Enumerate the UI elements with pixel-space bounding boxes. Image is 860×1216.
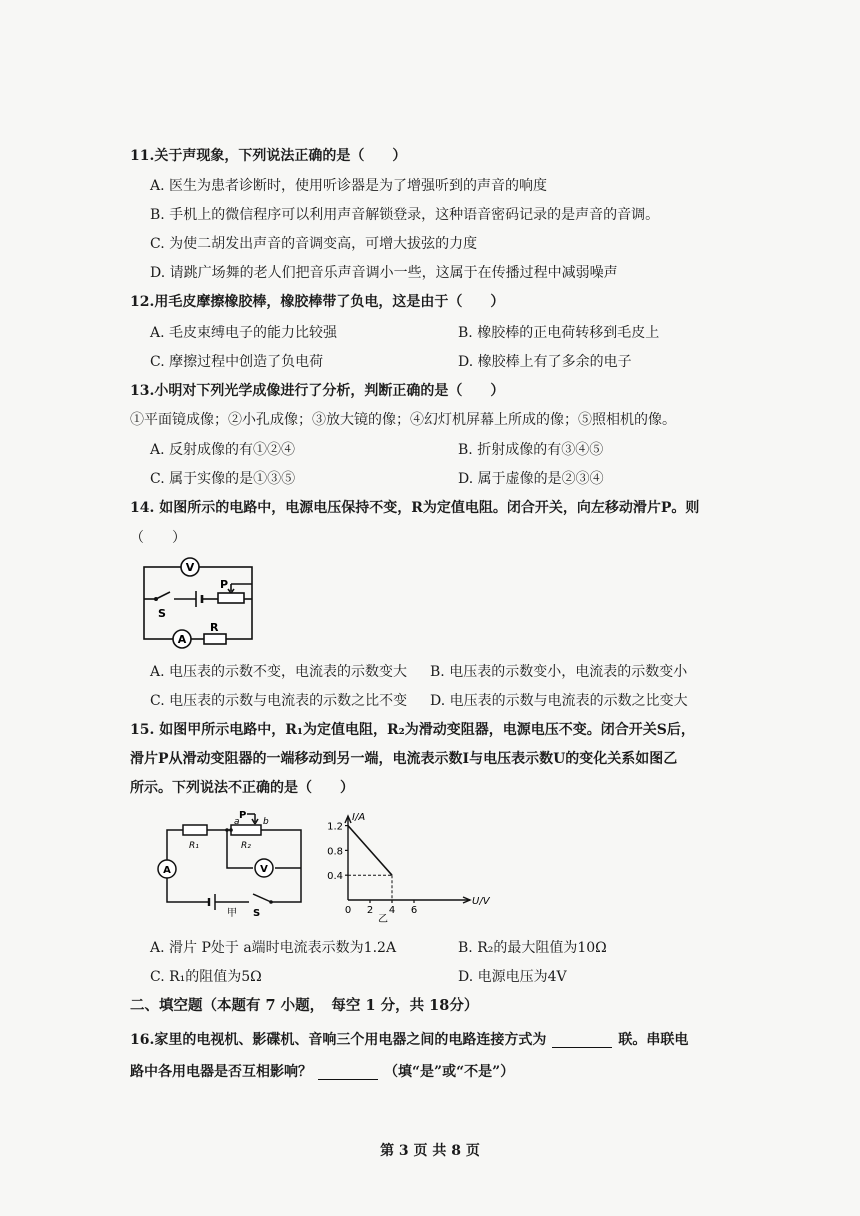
q16-line1 xyxy=(130,1030,688,1050)
q15-stem-line3: 所示。下列说法不正确的是（ ） xyxy=(130,780,354,796)
fig-jia-caption: 甲 xyxy=(227,908,237,919)
q13-items: ①平面镜成像；②小孔成像；③放大镜的像；④幻灯机屏幕上所成的像；⑤照相机的像。 xyxy=(130,412,676,428)
q12-stem: 12.用毛皮摩擦橡胶棒，橡胶棒带了负电，这是由于（ ） xyxy=(130,294,505,310)
q12-option-a: A. 毛皮束缚电子的能力比较强 xyxy=(150,325,338,341)
q15-option-c: C. R₁的阻值为5Ω xyxy=(150,969,262,985)
x-tick-label: 4 xyxy=(388,905,396,916)
q15-option-b: B. R₂的最大阻值为10Ω xyxy=(458,940,607,956)
node-a-label: a xyxy=(234,817,240,827)
q12-option-c: C. 摩擦过程中创造了负电荷 xyxy=(150,354,324,370)
q16-line1-text-b: 联。串联电 xyxy=(618,1032,689,1048)
y-tick-label: 0.4 xyxy=(327,871,343,883)
q13-stem: 13.小明对下列光学成像进行了分析，判断正确的是（ ） xyxy=(130,383,505,399)
ammeter-label-jia: A xyxy=(163,865,171,876)
q13-option-d: D. 属于虚像的是②③④ xyxy=(458,471,604,487)
page-footer: 第 3 页 共 8 页 xyxy=(380,1143,480,1159)
y-tick-label: 0.8 xyxy=(327,846,343,858)
q13-option-c: C. 属于实像的是①③⑤ xyxy=(150,471,296,487)
r2-label: R₂ xyxy=(241,841,251,851)
node-junction xyxy=(225,828,229,832)
q14-circuit-diagram xyxy=(140,555,260,650)
node-b-label: b xyxy=(263,817,269,827)
q15-option-d: D. 电源电压为4V xyxy=(458,969,567,985)
voltmeter-label: V xyxy=(185,561,195,574)
node-a xyxy=(229,828,233,832)
switch-contact-jia xyxy=(269,900,273,904)
q16-line2-text-b: （填“是”或“不是”） xyxy=(384,1064,515,1080)
voltmeter-label-jia: V xyxy=(260,864,268,875)
x-tick-label: 6 xyxy=(410,905,418,916)
x-tick-label: 0 xyxy=(344,905,352,916)
x-axis-label: U/V xyxy=(472,896,490,907)
q15-stem-line1: 15. 如图甲所示电路中，R₁为定值电阻，R₂为滑动变阻器，电源电压不变。闭合开关S后， xyxy=(130,722,695,738)
fig-yi-caption: 乙 xyxy=(378,914,388,925)
slider-p-label: P xyxy=(239,810,247,821)
q14-option-c: C. 电压表的示数与电流表的示数之比不变 xyxy=(150,693,408,709)
q15-graph-yi xyxy=(320,808,500,926)
switch-label: S xyxy=(158,607,166,620)
q14-paren: （ ） xyxy=(130,530,186,546)
q11-option-b: B. 手机上的微信程序可以利用声音解锁登录，这种语音密码记录的是声音的音调。 xyxy=(150,207,660,223)
resistor-label: R xyxy=(210,621,219,634)
q14-option-d: D. 电压表的示数与电流表的示数之比变大 xyxy=(430,693,688,709)
ammeter-label: A xyxy=(177,633,187,646)
q14-stem: 14. 如图所示的电路中，电源电压保持不变，R为定值电阻。闭合开关，向左移动滑片P。则 xyxy=(130,500,700,516)
r1-label: R₁ xyxy=(189,841,199,851)
q15-stem-line2: 滑片P从滑动变阻器的一端移动到另一端，电流表示数I与电压表示数U的变化关系如图乙 xyxy=(130,751,678,767)
q16-blank-1[interactable] xyxy=(552,1033,612,1048)
switch-contact xyxy=(154,597,158,601)
q12-option-b: B. 橡胶棒的正电荷转移到毛皮上 xyxy=(458,325,660,341)
section2-title: 二、填空题（本题有 7 小题， 每空 1 分，共 18分） xyxy=(130,997,479,1014)
y-axis-label: I/A xyxy=(352,812,366,823)
q15-option-a: A. 滑片 P处于 a端时电流表示数为1.2A xyxy=(150,940,397,956)
q16-line1-text: 16.家里的电视机、影碟机、音响三个用电器之间的电路连接方式为 xyxy=(130,1032,547,1048)
q13-option-b: B. 折射成像的有③④⑤ xyxy=(458,442,604,458)
x-tick-label: 2 xyxy=(366,905,374,916)
q11-option-c: C. 为使二胡发出声音的音调变高，可增大拔弦的力度 xyxy=(150,236,478,252)
q14-option-b: B. 电压表的示数变小，电流表的示数变小 xyxy=(430,664,688,680)
series-line xyxy=(348,826,392,876)
slider-label: P xyxy=(220,578,229,591)
q12-option-d: D. 橡胶棒上有了多余的电子 xyxy=(458,354,632,370)
q15-circuit-jia xyxy=(155,810,315,920)
q16-line2 xyxy=(130,1062,514,1082)
switch-label-jia: S xyxy=(253,908,261,919)
q13-option-a: A. 反射成像的有①②④ xyxy=(150,442,296,458)
q16-line2-text: 路中各用电器是否互相影响？ xyxy=(130,1064,312,1080)
q11-option-a: A. 医生为患者诊断时，使用听诊器是为了增强听到的声音的响度 xyxy=(150,178,548,194)
q11-option-d: D. 请跳广场舞的老人们把音乐声音调小一些，这属于在传播过程中减弱噪声 xyxy=(150,265,618,281)
q16-blank-2[interactable] xyxy=(318,1065,378,1080)
q11-stem: 11.关于声现象，下列说法正确的是（ ） xyxy=(130,148,407,164)
y-tick-label: 1.2 xyxy=(327,821,343,833)
q14-option-a: A. 电压表的示数不变，电流表的示数变大 xyxy=(150,664,408,680)
